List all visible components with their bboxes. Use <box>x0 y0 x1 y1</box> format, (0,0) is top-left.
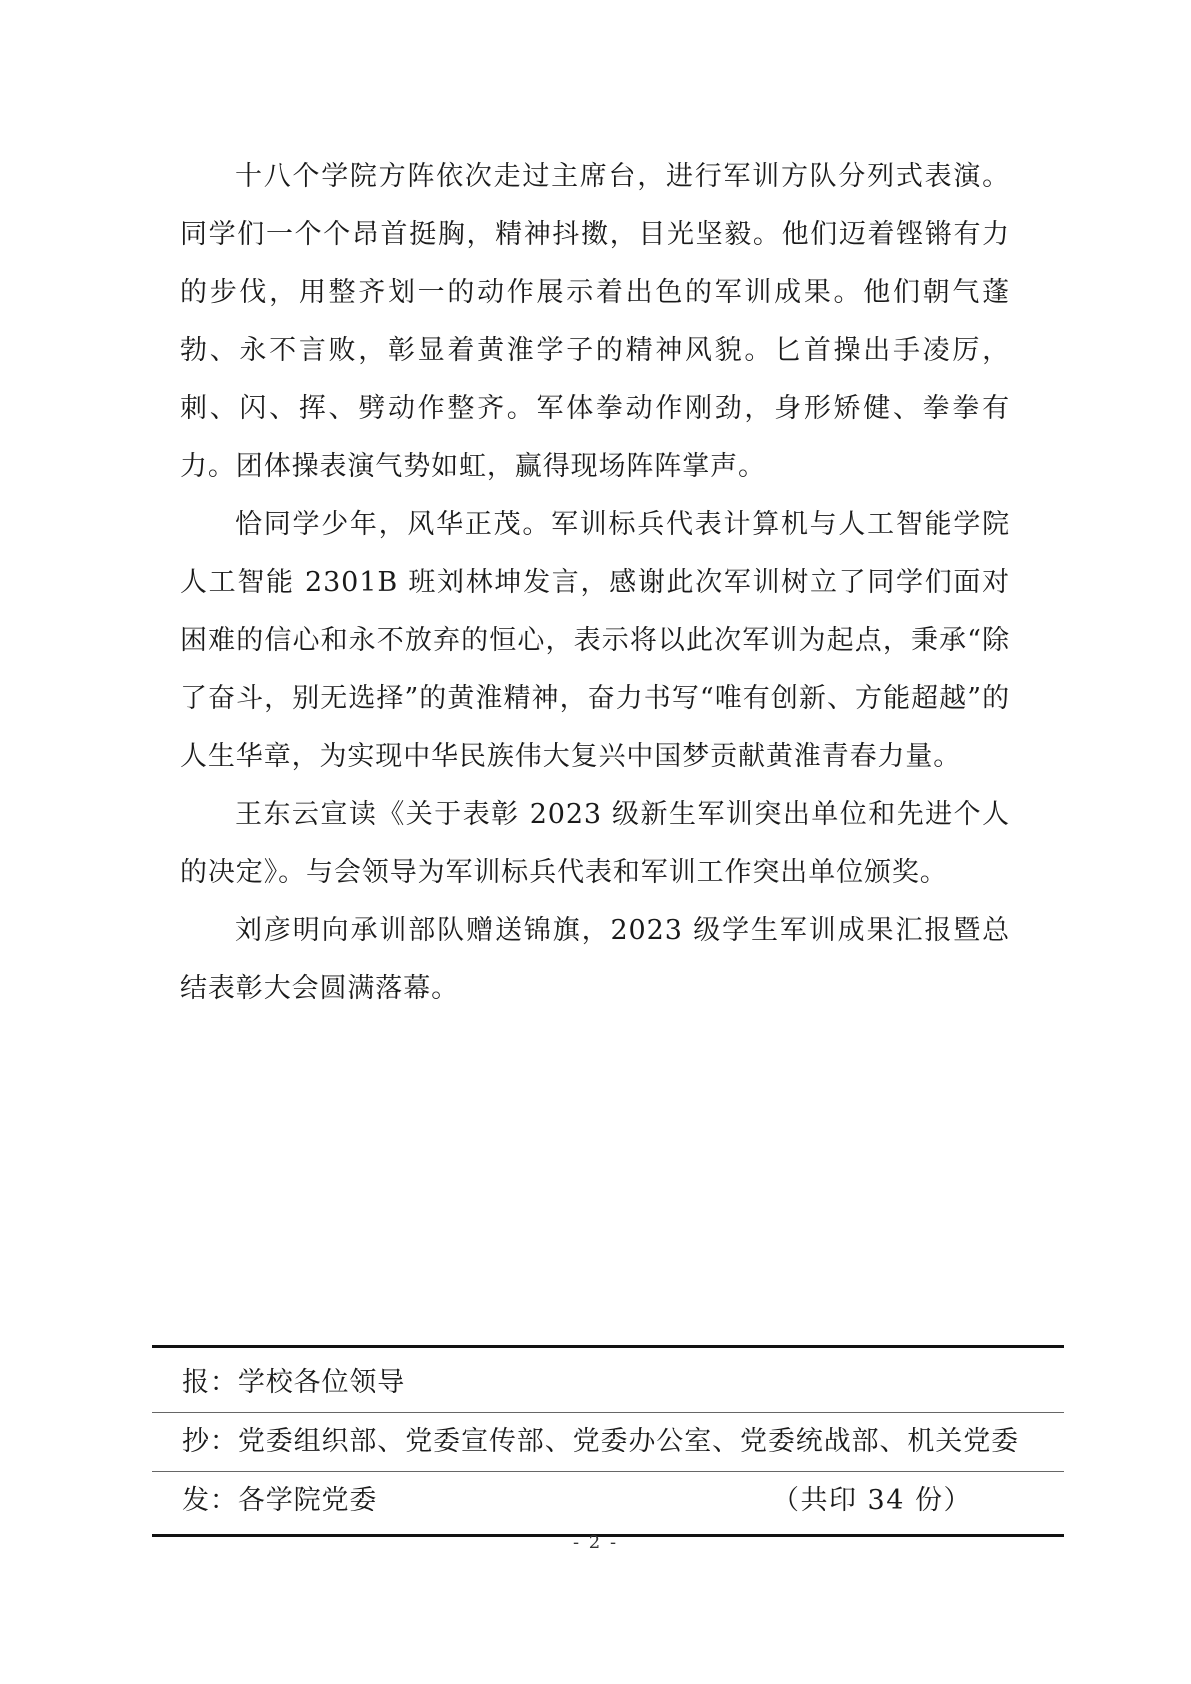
paragraph-speech: 恰同学少年，风华正茂。军训标兵代表计算机与人工智能学院人工智能 2301B 班刘林坤发言，感谢此次军训树立了同学们面对困难的信心和永不放弃的恒心，表示将以此次军训为起点，秉承“除了奋斗，别无选择”的黄淮精神，奋力书写“唯有创新、方能超越”的人生华章，为实现中华民族伟大复兴中国梦贡献黄淮青春力量。 <box>180 509 1010 772</box>
paragraph-commendation: 王东云宣读《关于表彰 2023 级新生军训突出单位和先进个人的决定》。与会领导为军训标兵代表和军训工作突出单位颁奖。 <box>180 799 1010 888</box>
send-recipients: 各学院党委 <box>237 1485 378 1516</box>
paragraph-closing: 刘彦明向承训部队赠送锦旗，2023 级学生军训成果汇报暨总结表彰大会圆满落幕。 <box>180 915 1010 1004</box>
body-text <box>180 148 1010 1018</box>
distribution-block <box>152 1345 1064 1537</box>
send-label: 发： <box>182 1485 238 1516</box>
report-label: 报： <box>182 1367 238 1398</box>
print-copies: （共印 34 份） <box>771 1485 972 1516</box>
distribution-copy-row <box>152 1412 1064 1471</box>
page-number: - 2 - <box>572 1532 619 1553</box>
copy-label: 抄： <box>182 1426 238 1457</box>
report-recipients: 学校各位领导 <box>237 1367 406 1398</box>
paragraph-parade: 十八个学院方阵依次走过主席台，进行军训方队分列式表演。同学们一个个昂首挺胸，精神抖擞，目光坚毅。他们迈着铿锵有力的步伐，用整齐划一的动作展示着出色的军训成果。他们朝气蓬勃、永不言败，彰显着黄淮学子的精神风貌。匕首操出手凌厉，刺、闪、挥、劈动作整齐。军体拳动作刚劲，身形矫健、拳拳有力。团体操表演气势如虹，赢得现场阵阵掌声。 <box>180 161 1010 482</box>
distribution-report-row <box>152 1354 1064 1412</box>
copy-recipients: 党委组织部、党委宣传部、党委办公室、党委统战部、机关党委 <box>237 1426 1020 1457</box>
distribution-send-row <box>152 1471 1064 1530</box>
